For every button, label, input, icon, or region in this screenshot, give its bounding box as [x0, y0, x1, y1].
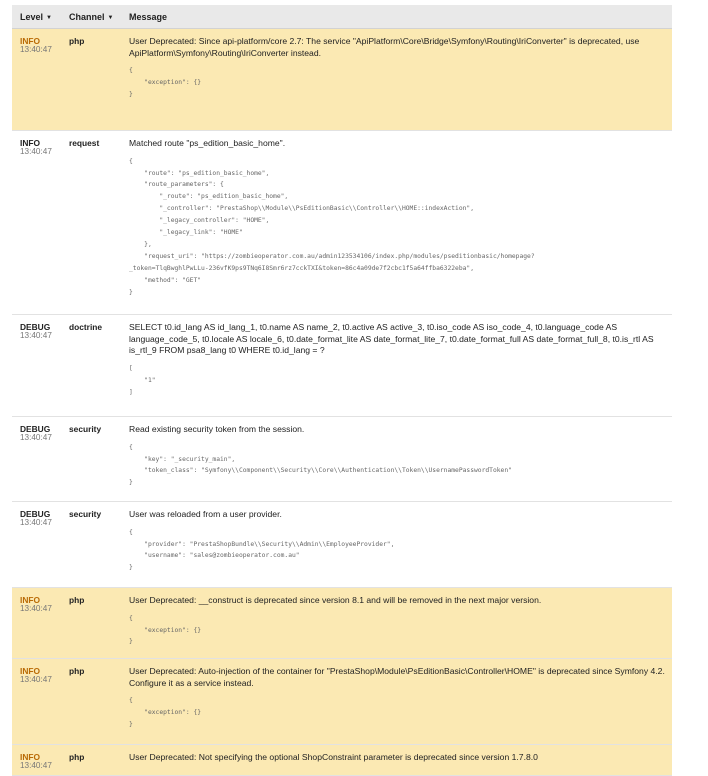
log-time: 13:40:47	[20, 45, 52, 54]
log-row	[12, 502, 672, 588]
log-message	[129, 36, 669, 101]
log-message	[129, 752, 669, 764]
log-time: 13:40:47	[20, 604, 52, 613]
log-channel: php	[69, 36, 85, 46]
log-level: INFO	[20, 138, 41, 148]
log-message-text: User was reloaded from a user provider.	[129, 509, 282, 519]
channel-column-filter[interactable]: Channel ▼	[69, 12, 114, 22]
log-message	[129, 138, 669, 298]
log-context: { "exception": {} }	[129, 697, 202, 728]
log-message-text: User Deprecated: Not specifying the optional ShopConstraint parameter is deprecated since version 1.7.8.0	[129, 752, 538, 762]
level-column-filter[interactable]: Level ▼	[20, 12, 52, 22]
log-row	[12, 315, 672, 417]
log-time: 13:40:47	[20, 147, 52, 156]
log-message-text: Read existing security token from the session.	[129, 424, 305, 434]
log-context: { "key": "_security_main", "token_class": "Symfony\\Component\\Security\\Core\\Authentication\\Token\\UsernamePasswordToken" }	[129, 443, 512, 487]
caret-down-icon: ▼	[46, 15, 52, 21]
log-channel: security	[69, 509, 102, 519]
log-channel: security	[69, 424, 102, 434]
log-message	[129, 322, 669, 399]
log-channel: php	[69, 666, 85, 676]
log-level: INFO	[20, 666, 41, 676]
log-table-header	[12, 5, 672, 29]
log-level: INFO	[20, 595, 41, 605]
log-time: 13:40:47	[20, 675, 52, 684]
log-channel: request	[69, 138, 100, 148]
log-context: { "exception": {} }	[129, 614, 202, 646]
log-message-text: User Deprecated: Auto-injection of the container for "PrestaShop\Module\PsEditionBasic\Controller\HOME" is deprecated since Symfony 4.2. Configure it as a service instead.	[129, 666, 665, 688]
log-time: 13:40:47	[20, 433, 52, 442]
log-context: { "provider": "PrestaShopBundle\\Security\\Admin\\EmployeeProvider", "username": "sales@zombieoperator.com.au" }	[129, 528, 395, 572]
log-row	[12, 417, 672, 502]
log-context: { "route": "ps_edition_basic_home", "route_parameters": { "_route": "ps_edition_basic_home", "_controller": "PrestaShop\\Module\\PsEditionBasic\\Controller\\HOME::indexAction", "_legacy_controller": "HOME", "_legacy_link": "HOME" }, "request_uri": "https://zombieoperator.com.au/admin123534106/index.php/modules/pseditionbasic/homepage? _token=TlqBwghlPwLLu-236vfK9ps9TNq6I8Smr6rz7cckTXI&token=86c4a09de7f2cbc1f5a64ffba6322eba", "method": "GET" }	[129, 157, 535, 296]
log-row	[12, 131, 672, 315]
log-message-text: SELECT t0.id_lang AS id_lang_1, t0.name AS name_2, t0.active AS active_3, t0.iso_code AS iso_code_4, t0.language_code AS language_code_5, t0.locale AS locale_6, t0.date_format_lite AS date_format_lite_7, t0.date_format_full AS date_format_full_8, t0.is_rtl AS is_rtl_9 FROM psa8_lang t0 WHERE t0.id_lang = ?	[129, 322, 654, 356]
log-time: 13:40:47	[20, 761, 52, 770]
caret-down-icon: ▼	[107, 15, 114, 21]
log-message-text: Matched route "ps_edition_basic_home".	[129, 138, 286, 148]
log-message	[129, 666, 669, 731]
log-message	[129, 424, 669, 489]
log-message-text: User Deprecated: Since api-platform/core 2.7: The service "ApiPlatform\Core\Bridge\Symfony\Routing\IriConverter" is deprecated, use ApiPlatform\Symfony\Routing\IriConverter instead.	[129, 36, 640, 58]
log-channel: php	[69, 752, 85, 762]
log-channel: php	[69, 595, 85, 605]
log-level: INFO	[20, 752, 41, 762]
log-message-text: User Deprecated: __construct is deprecated since version 8.1 and will be removed in the next major version.	[129, 595, 542, 605]
log-level: DEBUG	[20, 509, 51, 519]
log-level: DEBUG	[20, 424, 51, 434]
log-message	[129, 509, 669, 574]
log-row	[12, 29, 672, 131]
log-context: [ "1" ]	[129, 364, 156, 396]
log-message	[129, 595, 669, 648]
message-column-header: Message	[129, 12, 168, 22]
log-panel	[12, 5, 672, 776]
log-row	[12, 659, 672, 745]
log-level: DEBUG	[20, 322, 51, 332]
log-time: 13:40:47	[20, 331, 52, 340]
log-time: 13:40:47	[20, 518, 52, 527]
log-row	[12, 588, 672, 659]
log-level: INFO	[20, 36, 41, 46]
log-channel: doctrine	[69, 322, 103, 332]
log-context: { "exception": {} }	[129, 67, 202, 98]
